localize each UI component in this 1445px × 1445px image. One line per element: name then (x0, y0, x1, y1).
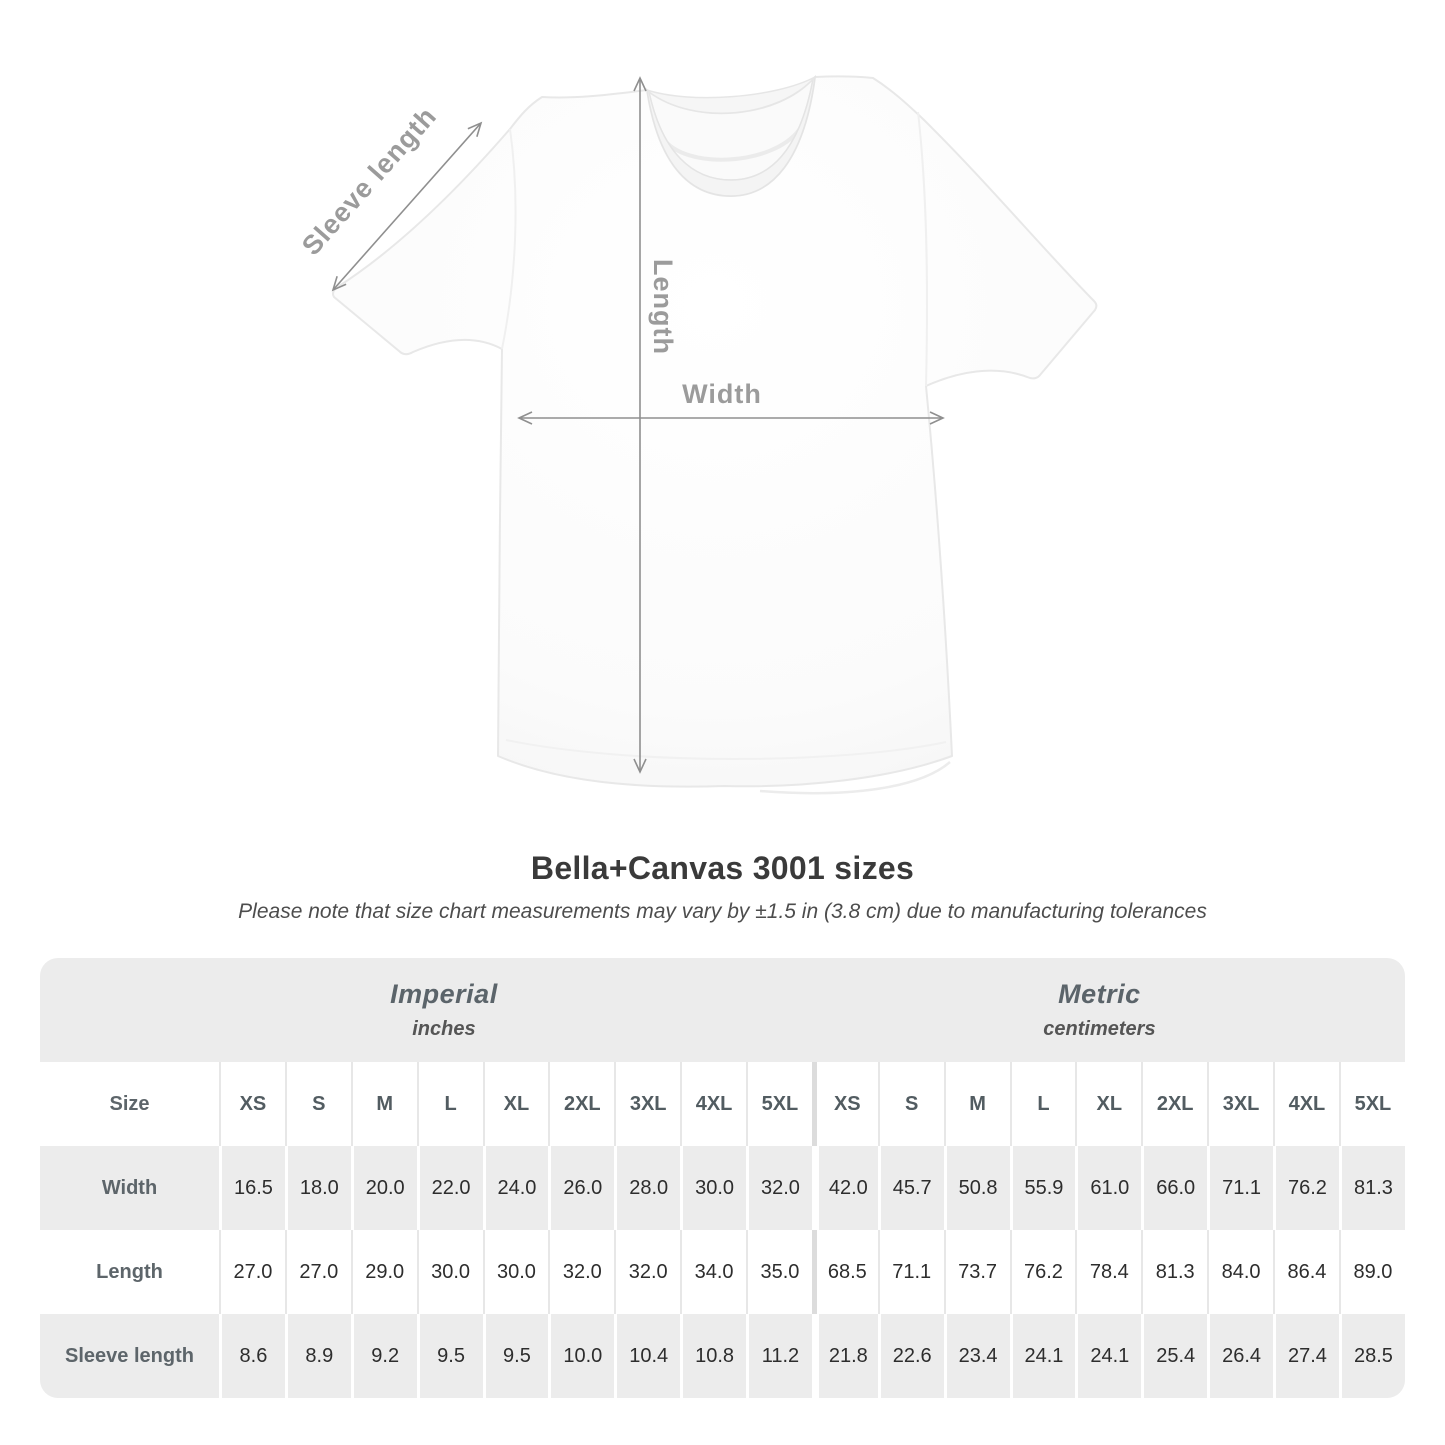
value-cell-metric: 26.4 (1207, 1314, 1273, 1398)
value-cell-metric: 66.0 (1141, 1146, 1207, 1230)
metric-group-unit: centimeters (1043, 1018, 1156, 1040)
size-row-label: Size (40, 1062, 219, 1146)
value-cell-imperial: 9.2 (351, 1314, 417, 1398)
value-cell-metric: 68.5 (812, 1230, 878, 1314)
size-col-header-imperial-xs: XS (219, 1062, 285, 1146)
metric-group-name: Metric (1058, 979, 1141, 1009)
size-col-header-imperial-5xl: 5XL (746, 1062, 812, 1146)
value-cell-imperial: 8.6 (219, 1314, 285, 1398)
imperial-group-unit: inches (412, 1018, 476, 1040)
value-cell-metric: 86.4 (1273, 1230, 1339, 1314)
size-chart-table (40, 958, 1405, 1398)
size-col-header-imperial-l: L (417, 1062, 483, 1146)
value-cell-imperial: 35.0 (746, 1230, 812, 1314)
value-cell-metric: 71.1 (878, 1230, 944, 1314)
value-cell-metric: 23.4 (944, 1314, 1010, 1398)
row-label: Sleeve length (40, 1314, 219, 1398)
size-chart-container (40, 958, 1405, 1398)
size-col-header-imperial-3xl: 3XL (614, 1062, 680, 1146)
size-col-header-metric-l: L (1010, 1062, 1076, 1146)
value-cell-metric: 81.3 (1339, 1146, 1405, 1230)
value-cell-imperial: 32.0 (614, 1230, 680, 1314)
value-cell-metric: 25.4 (1141, 1314, 1207, 1398)
size-col-header-metric-2xl: 2XL (1141, 1062, 1207, 1146)
value-cell-imperial: 30.0 (680, 1146, 746, 1230)
page-title: Bella+Canvas 3001 sizes (530, 850, 915, 886)
value-cell-imperial: 9.5 (417, 1314, 483, 1398)
value-cell-metric: 50.8 (944, 1146, 1010, 1230)
value-cell-metric: 76.2 (1273, 1146, 1339, 1230)
table-row-length (40, 1230, 1405, 1314)
value-cell-imperial: 10.8 (680, 1314, 746, 1398)
value-cell-metric: 76.2 (1010, 1230, 1076, 1314)
size-header-row (40, 1062, 1405, 1146)
size-col-header-imperial-2xl: 2XL (548, 1062, 614, 1146)
value-cell-metric: 55.9 (1010, 1146, 1076, 1230)
value-cell-imperial: 32.0 (746, 1146, 812, 1230)
value-cell-imperial: 20.0 (351, 1146, 417, 1230)
value-cell-metric: 78.4 (1075, 1230, 1141, 1314)
value-cell-imperial: 32.0 (548, 1230, 614, 1314)
value-cell-metric: 81.3 (1141, 1230, 1207, 1314)
value-cell-imperial: 30.0 (417, 1230, 483, 1314)
size-col-header-metric-m: M (944, 1062, 1010, 1146)
sleeve-length-label: Sleeve length (296, 101, 443, 262)
value-cell-metric: 71.1 (1207, 1146, 1273, 1230)
value-cell-metric: 24.1 (1010, 1314, 1076, 1398)
value-cell-imperial: 30.0 (483, 1230, 549, 1314)
row-label: Length (40, 1230, 219, 1314)
width-label: Width (682, 379, 762, 409)
value-cell-metric: 73.7 (944, 1230, 1010, 1314)
value-cell-imperial: 24.0 (483, 1146, 549, 1230)
value-cell-imperial: 28.0 (614, 1146, 680, 1230)
value-cell-metric: 27.4 (1273, 1314, 1339, 1398)
value-cell-imperial: 34.0 (680, 1230, 746, 1314)
tolerance-note: Please note that size chart measurements may vary by ±1.5 in (3.8 cm) due to manufacturing tolerances (238, 900, 1207, 923)
size-col-header-metric-5xl: 5XL (1339, 1062, 1405, 1146)
size-col-header-metric-xl: XL (1075, 1062, 1141, 1146)
value-cell-metric: 24.1 (1075, 1314, 1141, 1398)
value-cell-imperial: 26.0 (548, 1146, 614, 1230)
value-cell-imperial: 8.9 (285, 1314, 351, 1398)
value-cell-imperial: 10.0 (548, 1314, 614, 1398)
value-cell-metric: 84.0 (1207, 1230, 1273, 1314)
value-cell-imperial: 27.0 (285, 1230, 351, 1314)
imperial-group-header (40, 958, 812, 1062)
value-cell-imperial: 27.0 (219, 1230, 285, 1314)
size-col-header-metric-3xl: 3XL (1207, 1062, 1273, 1146)
value-cell-metric: 21.8 (812, 1314, 878, 1398)
imperial-group-name: Imperial (390, 979, 498, 1009)
size-col-header-metric-s: S (878, 1062, 944, 1146)
value-cell-metric: 45.7 (878, 1146, 944, 1230)
size-col-header-imperial-4xl: 4XL (680, 1062, 746, 1146)
size-col-header-imperial-s: S (285, 1062, 351, 1146)
value-cell-metric: 89.0 (1339, 1230, 1405, 1314)
value-cell-imperial: 22.0 (417, 1146, 483, 1230)
value-cell-imperial: 10.4 (614, 1314, 680, 1398)
value-cell-imperial: 16.5 (219, 1146, 285, 1230)
row-label: Width (40, 1146, 219, 1230)
value-cell-metric: 42.0 (812, 1146, 878, 1230)
value-cell-imperial: 29.0 (351, 1230, 417, 1314)
table-row-sleeve-length (40, 1314, 1405, 1398)
value-cell-imperial: 18.0 (285, 1146, 351, 1230)
size-col-header-metric-xs: XS (812, 1062, 878, 1146)
table-row-width (40, 1146, 1405, 1230)
value-cell-imperial: 9.5 (483, 1314, 549, 1398)
unit-group-header-row (40, 958, 1405, 1062)
size-col-header-imperial-xl: XL (483, 1062, 549, 1146)
size-col-header-metric-4xl: 4XL (1273, 1062, 1339, 1146)
metric-group-header (812, 958, 1405, 1062)
value-cell-metric: 61.0 (1075, 1146, 1141, 1230)
size-col-header-imperial-m: M (351, 1062, 417, 1146)
value-cell-metric: 22.6 (878, 1314, 944, 1398)
length-label: Length (647, 259, 678, 355)
value-cell-metric: 28.5 (1339, 1314, 1405, 1398)
value-cell-imperial: 11.2 (746, 1314, 812, 1398)
